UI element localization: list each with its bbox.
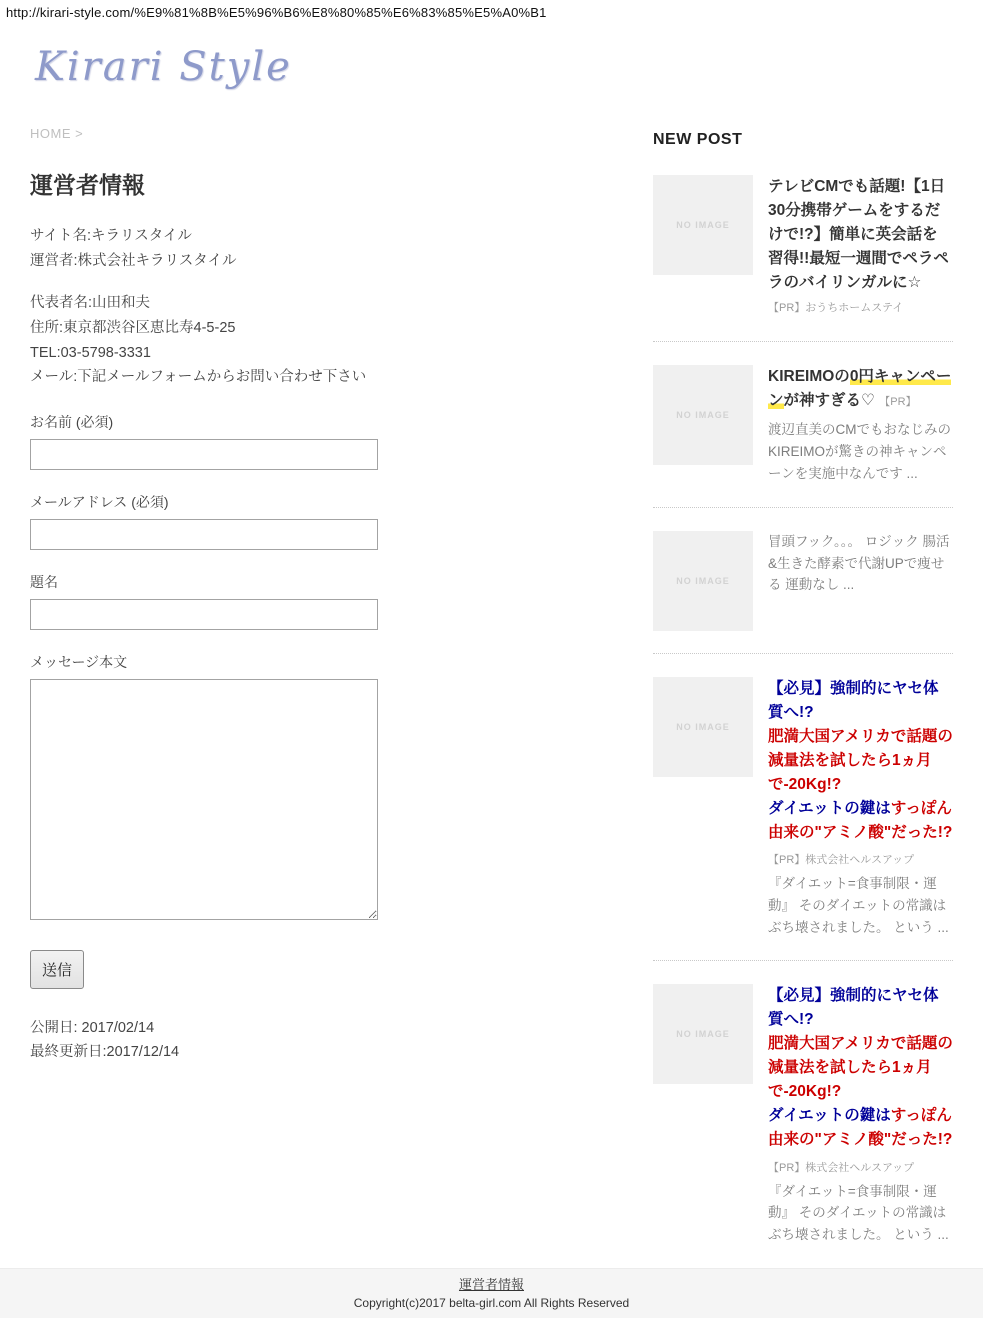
representative-line: 代表者名:山田和夫	[30, 295, 151, 312]
post-item-1[interactable]	[653, 149, 953, 342]
post-excerpt: 冒頭フック。。。 ロジック 腸活&生きた酵素で代謝UPで痩せる 運動なし ...	[768, 533, 950, 593]
no-image-placeholder	[653, 984, 753, 1084]
no-image-placeholder	[653, 175, 753, 275]
no-image-placeholder	[653, 677, 753, 777]
breadcrumb-home-link[interactable]: HOME >	[30, 126, 84, 141]
post-body	[768, 677, 953, 939]
page-title: 運営者情報	[30, 172, 145, 198]
no-image-label: NO IMAGE	[676, 220, 730, 230]
post-item-4[interactable]	[653, 654, 953, 962]
updated-date: 最終更新日:2017/12/14	[30, 1043, 180, 1060]
no-image-label: NO IMAGE	[676, 575, 730, 586]
no-image-label: NO IMAGE	[676, 721, 730, 732]
post-title-text: 肥満大国アメリカで話題の減量法を試したら1ヵ月で-20Kg!?	[768, 1035, 953, 1101]
post-title-text: すっぽん由来の"アミノ酸"だった!?	[768, 1107, 953, 1149]
post-title-text: 肥満大国アメリカで話題の減量法を試したら1ヵ月で-20Kg!?	[768, 727, 953, 793]
post-excerpt: 『ダイエット=食事制限・運動』 そのダイエットの常識はぶち壊されました。 という ...	[768, 875, 949, 935]
name-input[interactable]	[30, 439, 378, 470]
post-body	[768, 984, 953, 1246]
address-line: 住所:東京都渋谷区恵比寿4-5-25	[30, 319, 236, 336]
breadcrumb	[30, 126, 430, 141]
published-date: 公開日: 2017/02/14	[30, 1019, 155, 1036]
post-item-5[interactable]	[653, 961, 953, 1268]
message-textarea[interactable]	[30, 679, 378, 920]
footer	[0, 1268, 983, 1318]
post-body	[768, 365, 953, 485]
copyright: Copyright(c)2017 belta-girl.com All Rights Reserved	[353, 1296, 630, 1311]
name-label: お名前 (必須)	[30, 413, 114, 430]
footer-operator-info-link[interactable]: 運営者情報	[458, 1277, 524, 1293]
post-title-text: 【必見】強制的にヤセ体質へ!?	[768, 679, 939, 721]
sidebar	[653, 126, 953, 1268]
site-info-block	[30, 224, 430, 273]
page-body	[0, 90, 983, 1268]
operator-line: 運営者:株式会社キラリスタイル	[30, 252, 237, 269]
subject-input[interactable]	[30, 599, 378, 630]
post-title-highlight: 0円キャンペーン	[768, 368, 952, 410]
post-title-text: KIREIMOの	[768, 368, 850, 386]
message-label: メッセージ本文	[30, 653, 128, 670]
contact-form	[30, 412, 430, 989]
no-image-label: NO IMAGE	[676, 1029, 730, 1040]
post-title-text: 【必見】強制的にヤセ体質へ!?	[768, 987, 939, 1029]
date-block	[30, 1017, 430, 1065]
tel-line: TEL:03-5798-3331	[30, 344, 151, 361]
pr-label: 【PR】株式会社ヘルスアップ	[768, 1161, 915, 1174]
post-title[interactable]	[768, 984, 953, 1152]
no-image-placeholder	[653, 531, 753, 631]
page-url: http://kirari-style.com/%E9%81%8B%E5%96%B6%E8%80%85%E6%83%85%E5%A0%B1	[6, 5, 547, 20]
post-item-2[interactable]	[653, 342, 953, 508]
mail-line: メール:下記メールフォームからお問い合わせ下さい	[30, 369, 367, 386]
company-info-block	[30, 291, 430, 390]
site-logo[interactable]: Kirari Style	[35, 44, 292, 90]
post-excerpt: 渡辺直美のCMでもおなじみのKIREIMOが驚きの神キャンペーンを実施中なんです ...	[768, 422, 951, 481]
post-title-text: ダイエットの鍵は	[768, 1107, 891, 1125]
email-label: メールアドレス (必須)	[30, 493, 169, 510]
no-image-placeholder	[653, 365, 753, 465]
no-image-label: NO IMAGE	[676, 410, 730, 421]
site-name-line: サイト名:キラリスタイル	[30, 228, 192, 244]
post-title-text: が神すぎる♡	[783, 392, 875, 410]
pr-label: 【PR】株式会社ヘルスアップ	[768, 853, 915, 866]
email-input[interactable]	[30, 519, 378, 550]
post-body	[768, 531, 953, 631]
post-excerpt: 『ダイエット=食事制限・運動』 そのダイエットの常識はぶち壊されました。 という ...	[768, 1183, 949, 1243]
post-title-text: ダイエットの鍵は	[768, 799, 891, 817]
subject-label: 題名	[30, 573, 58, 590]
post-item-3[interactable]	[653, 508, 953, 654]
main-content	[30, 126, 430, 1268]
post-title[interactable]	[768, 677, 953, 845]
pr-label: 【PR】	[879, 396, 917, 409]
post-title-text: テレビCMでも話題!【1日30分携帯ゲームをするだけで!?】簡単に英会話を習得!!最短一週間でペラペラのバイリンガルに☆	[768, 178, 949, 292]
pr-label: 【PR】おうちホームステイ	[768, 302, 904, 315]
post-title-text: すっぽん由来の"アミノ酸"だった!?	[768, 799, 953, 841]
post-body	[768, 175, 953, 319]
post-title[interactable]	[768, 365, 953, 413]
new-post-heading: NEW POST	[653, 131, 743, 148]
post-title[interactable]	[768, 175, 953, 319]
submit-button[interactable]: 送信	[30, 950, 84, 989]
